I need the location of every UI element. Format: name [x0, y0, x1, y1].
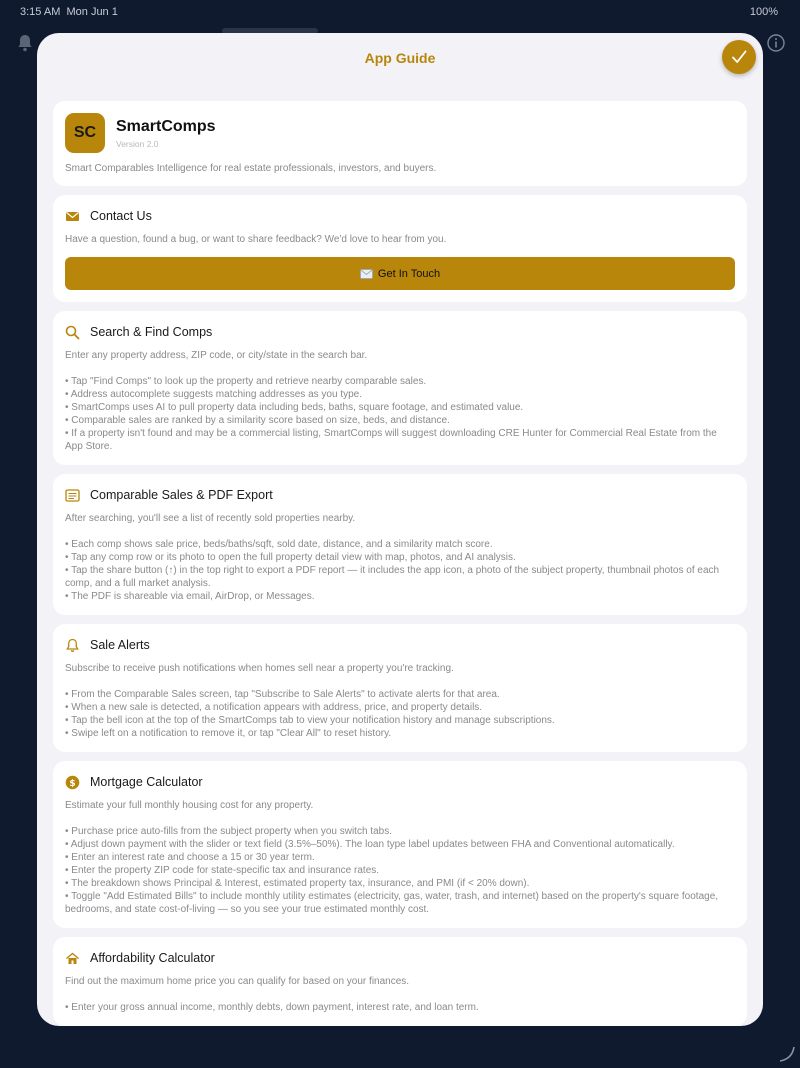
status-battery: 100% — [749, 6, 778, 18]
status-time: 3:15 AM Mon Jun 1 — [20, 6, 118, 18]
bullet-item: • Tap the bell icon at the top of the SmartComps tab to view your notification history and manage subscriptions. — [65, 715, 555, 726]
section-title: Sale Alerts — [90, 638, 150, 652]
svg-text:$: $ — [69, 778, 76, 789]
bell-icon[interactable] — [15, 33, 35, 53]
bullet-item: • Each comp shows sale price, beds/baths/sqft, sold date, distance, and a similarity match score. — [65, 539, 493, 550]
section-title: Comparable Sales & PDF Export — [90, 488, 273, 502]
bullet-item: • The PDF is shareable via email, AirDrop, or Messages. — [65, 591, 315, 602]
section-card-mortgage — [53, 761, 747, 928]
get-in-touch-button[interactable] — [65, 257, 735, 290]
bullet-item: • Enter the property ZIP code for state-specific tax and insurance rates. — [65, 865, 380, 876]
section-intro: After searching, you'll see a list of recently sold properties nearby. — [65, 513, 356, 524]
section-bullets — [65, 825, 735, 916]
section-bullets — [65, 375, 735, 453]
house-icon — [65, 951, 80, 966]
bullet-item: • Tap the share button (↑) in the top right to export a PDF report — it includes the app icon, a photo of the subject property, thumbnail photos of each comp, and a full market analysis. — [65, 565, 720, 589]
list-icon — [65, 488, 80, 503]
section-intro: Enter any property address, ZIP code, or city/state in the search bar. — [65, 350, 368, 361]
section-bullets — [65, 688, 735, 740]
section-bullets — [65, 1001, 735, 1014]
app-logo: SC — [65, 113, 105, 153]
bell-icon — [65, 638, 80, 653]
status-bar — [0, 0, 800, 24]
bullet-item: • When a new sale is detected, a notification appears with address, price, and property details. — [65, 702, 483, 713]
bullet-item: • Tap any comp row or its photo to open the full property detail view with map, photos, and AI analysis. — [65, 552, 516, 563]
bullet-item: • Enter an interest rate and choose a 15 or 30 year term. — [65, 852, 315, 863]
section-title: Mortgage Calculator — [90, 775, 203, 789]
section-card-search — [53, 311, 747, 465]
bullet-item: • Enter your gross annual income, monthly debts, down payment, interest rate, and loan term. — [65, 1002, 479, 1013]
section-title: Affordability Calculator — [90, 951, 215, 965]
bullet-item: • If a property isn't found and may be a commercial listing, SmartComps will suggest downloading CRE Hunter for Commercial Real Estate from the App Store. — [65, 428, 717, 452]
envelope-icon — [65, 209, 80, 224]
contact-card — [53, 195, 747, 302]
bullet-item: • SmartComps uses AI to pull property data including beds, baths, square footage, and estimated value. — [65, 402, 524, 413]
app-name: SmartComps — [116, 118, 216, 135]
get-in-touch-label: Get In Touch — [377, 267, 441, 280]
bullet-item: • Tap "Find Comps" to look up the property and retrieve nearby comparable sales. — [65, 376, 427, 387]
section-card-comps-pdf — [53, 474, 747, 615]
section-bullets — [65, 538, 735, 603]
bullet-item: • Swipe left on a notification to remove it, or tap "Clear All" to reset history. — [65, 728, 392, 739]
contact-title: Contact Us — [90, 209, 152, 223]
bullet-item: • Toggle "Add Estimated Bills" to include monthly utility estimates (electricity, gas, water, trash, and internet) based on the property's square footage, bedrooms, and state cost-of-living — so you see your true estimated monthly cost. — [65, 891, 719, 915]
section-card-sale-alerts — [53, 624, 747, 752]
section-intro: Estimate your full monthly housing cost for any property. — [65, 800, 314, 811]
checkmark-icon — [730, 48, 748, 66]
info-icon[interactable] — [766, 33, 786, 53]
bullet-item: • Adjust down payment with the slider or text field (3.5%–50%). The loan type label updates between FHA and Conventional automatically. — [65, 839, 675, 850]
sheet-title: App Guide — [364, 50, 436, 66]
contact-intro: Have a question, found a bug, or want to share feedback? We'd love to hear from you. — [65, 234, 447, 245]
app-tagline: Smart Comparables Intelligence for real estate professionals, investors, and buyers. — [65, 163, 437, 174]
resize-handle-icon[interactable] — [778, 1045, 796, 1063]
section-card-affordability — [53, 937, 747, 1026]
bullet-item: • The breakdown shows Principal & Interest, estimated property tax, insurance, and PMI (if < 20% down). — [65, 878, 530, 889]
about-card — [53, 101, 747, 186]
section-intro: Subscribe to receive push notifications when homes sell near a property you're tracking. — [65, 663, 454, 674]
guide-content[interactable] — [53, 101, 747, 1026]
search-icon — [65, 325, 80, 340]
bullet-item: • Comparable sales are ranked by a similarity score based on size, beds, and distance. — [65, 415, 450, 426]
done-button[interactable] — [722, 40, 756, 74]
app-guide-sheet — [37, 33, 763, 1026]
bullet-item: • Purchase price auto-fills from the subject property when you switch tabs. — [65, 826, 392, 837]
app-version: Version 2.0 — [116, 139, 159, 149]
section-title: Search & Find Comps — [90, 325, 213, 339]
envelope-icon — [360, 269, 373, 279]
bullet-item: • Address autocomplete suggests matching addresses as you type. — [65, 389, 363, 400]
dollar-icon — [65, 775, 80, 790]
bullet-item: • From the Comparable Sales screen, tap "Subscribe to Sale Alerts" to activate alerts for that area. — [65, 689, 500, 700]
section-intro: Find out the maximum home price you can qualify for based on your finances. — [65, 976, 410, 987]
sheet-header — [37, 33, 763, 85]
